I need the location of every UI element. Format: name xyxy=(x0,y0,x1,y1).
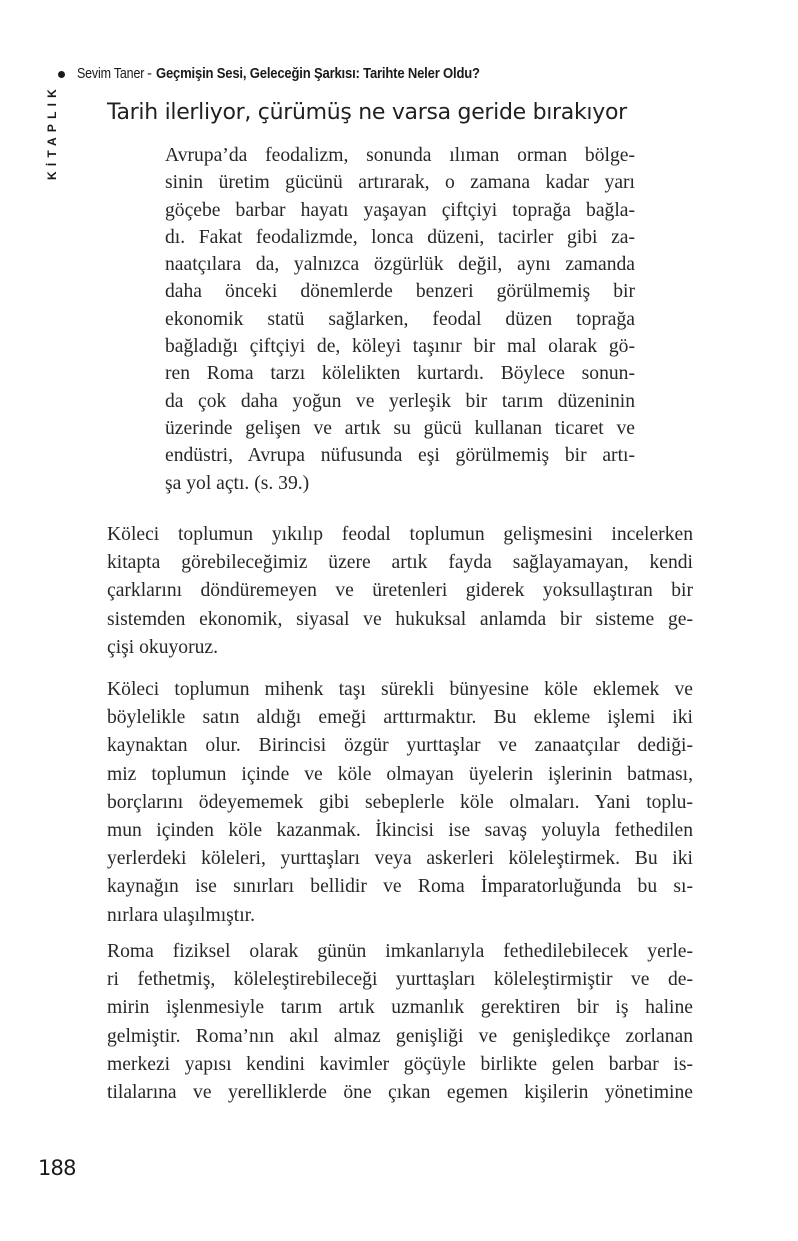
quote-line: bağladığı çiftçiyi de, köleyi taşınır bir mal olarak gö- xyxy=(165,336,635,358)
paragraph-line: kaynaktan olur. Birincisi özgür yurttaşlar ve zanaatçılar dediği- xyxy=(107,735,693,757)
paragraph-1 xyxy=(107,521,693,662)
paragraph-line: Köleci toplumun mihenk taşı sürekli bünyesine köle eklemek ve xyxy=(107,679,693,700)
quote-line: göçebe barbar hayatı yaşayan çiftçiyi toprağa bağla- xyxy=(165,199,635,221)
quote-line: ren Roma tarzı kölelikten kurtardı. Böylece sonun- xyxy=(165,363,635,385)
author-name: Sevim Taner xyxy=(77,66,145,82)
quote-line: daha önceki dönemlerde benzeri görülmemiş bir xyxy=(165,281,635,303)
paragraph-line: tilalarına ve yerelliklerde öne çıkan egemen kişilerin yönetimine xyxy=(107,1082,693,1104)
paragraph-line: böylelikle satın aldığı emeği arttırmaktır. Bu ekleme işlemi iki xyxy=(107,707,693,729)
paragraph-line: kitapta görebileceğimiz üzere artık fayda sağlayamayan, kendi xyxy=(107,552,693,574)
paragraph-line: kaynağın ise sınırları bellidir ve Roma İmparatorluğunda bu sı- xyxy=(107,876,693,898)
paragraph-line: Köleci toplumun yıkılıp feodal toplumun gelişmesini incelerken xyxy=(107,524,693,545)
paragraph-line: sistemden ekonomik, siyasal ve hukuksal anlamda bir sisteme ge- xyxy=(107,608,693,630)
paragraph-line: mirin işlenmesiyle tarım artık uzmanlık gerektiren bir iş haline xyxy=(107,997,693,1019)
quote-line: Avrupa’da feodalizm, sonunda ılıman orman bölge- xyxy=(165,145,635,166)
section-label-vertical: KİTAPLIK xyxy=(45,83,59,180)
paragraph-2 xyxy=(107,676,693,930)
separator: - xyxy=(147,66,152,82)
section-heading: Tarih ilerliyor, çürümüş ne varsa geride bırakıyor xyxy=(107,100,627,125)
bullet-icon xyxy=(58,71,65,78)
paragraph-line: ri fethetmiş, köleleştirebileceği yurttaşları köleleştirmiştir ve de- xyxy=(107,969,693,991)
quote-line: üzerinde gelişen ve artık su gücü kullanan ticaret ve xyxy=(165,417,635,439)
paragraph-line: borçlarını ödeyememek gibi sebeplerle köle olmaları. Yani toplu- xyxy=(107,791,693,813)
book-title: Geçmişin Sesi, Geleceğin Şarkısı: Tarihte Neler Oldu? xyxy=(155,66,480,82)
block-quote xyxy=(165,142,635,497)
paragraph-line: çarklarını döndüremeyen ve üretenleri giderek yoksullaştıran bir xyxy=(107,580,693,602)
quote-line: naatçılara da, yalnızca özgürlük değil, aynı zamanda xyxy=(165,254,635,276)
quote-line: endüstri, Avrupa nüfusunda eşi görülmemiş bir artı- xyxy=(165,445,635,467)
paragraph-line: gelmiştir. Roma’nın akıl almaz genişliği ve genişledikçe zorlanan xyxy=(107,1025,693,1047)
paragraph-3 xyxy=(107,938,693,1107)
quote-line: da çok daha yoğun ve yerleşik bir tarım düzeninin xyxy=(165,390,635,412)
quote-line: dı. Fakat feodalizmde, lonca düzeni, tacirler gibi za- xyxy=(165,226,635,248)
running-head xyxy=(58,63,516,85)
quote-line: ekonomik statü sağlarken, feodal düzen toprağa xyxy=(165,308,635,330)
page-number: 188 xyxy=(38,1156,76,1180)
paragraph-line: merkezi yapısı kendini kavimler göçüyle birlikte gelen barbar is- xyxy=(107,1053,693,1075)
paragraph-line: çişi okuyoruz. xyxy=(107,636,219,658)
paragraph-line: yerlerdeki köleleri, yurttaşları veya askerleri köleleştirmek. Bu iki xyxy=(107,848,693,870)
paragraph-line: nırlara ulaşılmıştır. xyxy=(107,904,256,926)
paragraph-line: Roma fiziksel olarak günün imkanlarıyla fethedilebilecek yerle- xyxy=(107,941,693,962)
quote-line: sinin üretim gücünü artırarak, o zamana kadar yarı xyxy=(165,172,635,194)
quote-line: şa yol açtı. (s. 39.) xyxy=(165,472,310,494)
paragraph-line: mun içinden köle kazanmak. İkincisi ise savaş yoluyla fethedilen xyxy=(107,820,693,842)
paragraph-line: miz toplumun içinde ve köle olmayan üyelerin işlerinin batması, xyxy=(107,763,693,785)
